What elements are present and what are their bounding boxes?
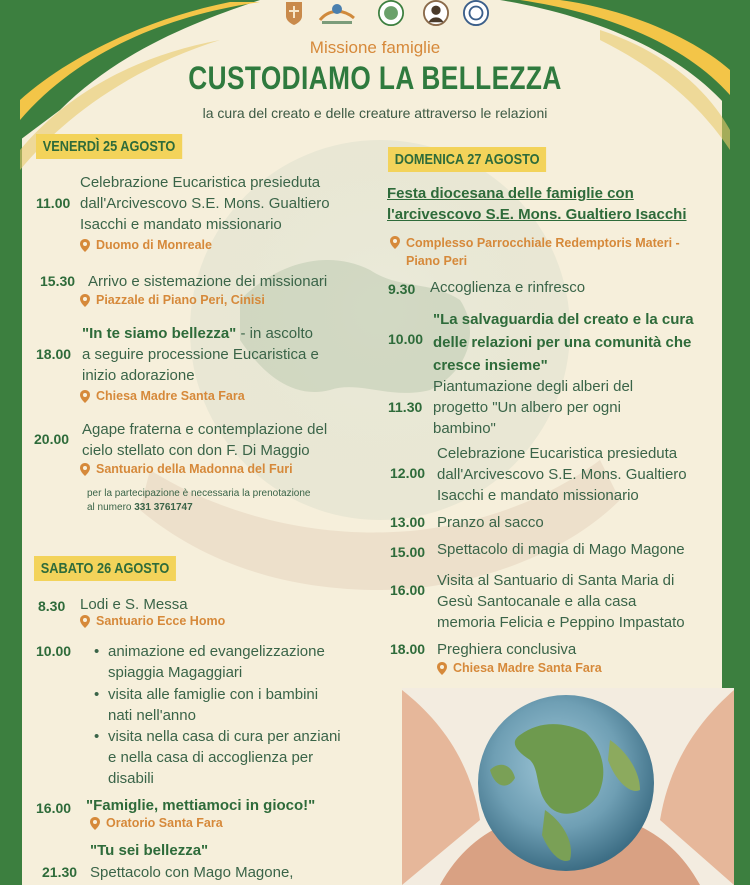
event-text: Preghiera conclusiva bbox=[437, 641, 577, 658]
round-seal-portrait-icon bbox=[422, 0, 450, 26]
location-pin-icon bbox=[80, 239, 90, 252]
event-text: Agape fraterna e contemplazione del cielo stellato con don F. Di Maggio bbox=[82, 421, 328, 459]
event-text: Spettacolo di magia di Mago Magone bbox=[437, 541, 685, 558]
event-time: 10.00 bbox=[388, 331, 424, 347]
header-title: CUSTODIAMO LA BELLEZZA bbox=[188, 60, 562, 96]
location-pin-icon bbox=[90, 817, 100, 830]
event-location: Chiesa Madre Santa Fara bbox=[80, 389, 245, 403]
event-title: "La salvaguardia del creato e la cura delle relazioni per una comunità che cresce insieme" bbox=[433, 311, 694, 374]
event-time: 18.00 bbox=[390, 641, 426, 657]
list-item: • visita nella casa di cura per anziani e nella casa di accoglienza per disabili bbox=[94, 726, 341, 789]
event-text: Celebrazione Eucaristica presieduta dall'Arcivescovo S.E. Mons. Gualtiero Isacchi e mandato missionario bbox=[437, 445, 687, 504]
event-time: 21.30 bbox=[42, 864, 78, 880]
event-time: 11.30 bbox=[388, 399, 423, 415]
event-location: Complesso Parrocchiale Redemptoris Materi - Piano Peri bbox=[390, 234, 680, 270]
event-text: Lodi e S. Messa bbox=[80, 596, 188, 613]
event-location: Oratorio Santa Fara bbox=[90, 816, 223, 830]
round-seal-green-icon bbox=[376, 0, 406, 26]
event-location: Piazzale di Piano Peri, Cinisi bbox=[80, 293, 265, 307]
event-title: "Famiglie, mettiamoci in gioco!" bbox=[86, 797, 316, 814]
event-location: Chiesa Madre Santa Fara bbox=[437, 661, 602, 675]
location-pin-icon bbox=[80, 390, 90, 403]
family-office-logo-icon bbox=[316, 0, 358, 26]
event-text: Celebrazione Eucaristica presieduta dall'Arcivescovo S.E. Mons. Gualtiero Isacchi e mandato missionario bbox=[80, 174, 330, 233]
event-text: Spettacolo con Mago Magone, bbox=[90, 864, 294, 881]
event-time: 9.30 bbox=[388, 281, 416, 297]
sponsor-logos bbox=[280, 0, 500, 32]
location-pin-icon bbox=[437, 662, 447, 675]
event-title: "Tu sei bellezza" bbox=[90, 842, 209, 859]
phone-number[interactable]: 331 3761747 bbox=[134, 502, 193, 513]
day-banner-friday: VENERDÌ 25 AGOSTO bbox=[36, 134, 182, 159]
sunday-headline: Festa diocesana delle famiglie con l'arcivescovo S.E. Mons. Gualtiero Isacchi bbox=[387, 185, 687, 223]
location-pin-icon bbox=[80, 615, 90, 628]
event-text: Arrivo e sistemazione dei missionari bbox=[88, 273, 328, 290]
event-text: "In te siamo bellezza" - in ascolto a seguire processione Eucaristica e inizio adorazione bbox=[82, 325, 319, 384]
event-text: Visita al Santuario di Santa Maria di Gesù Santocanale e alla casa memoria Felicia e Peppino Impastato bbox=[437, 572, 685, 631]
event-location: Santuario Ecce Homo bbox=[80, 614, 225, 628]
location-pin-icon bbox=[80, 294, 90, 307]
round-seal-blue-icon bbox=[462, 0, 490, 26]
event-time: 16.00 bbox=[390, 582, 426, 598]
header-subtitle: Missione famiglie bbox=[309, 38, 441, 57]
header-tagline: la cura del creato e delle creature attraverso le relazioni bbox=[202, 105, 548, 121]
event-time: 8.30 bbox=[38, 598, 66, 614]
event-location: Santuario della Madonna del Furi bbox=[80, 462, 293, 476]
event-time: 11.00 bbox=[36, 195, 71, 211]
event-time: 13.00 bbox=[390, 514, 426, 530]
event-time: 15.30 bbox=[40, 273, 76, 289]
day-banner-saturday: SABATO 26 AGOSTO bbox=[34, 556, 176, 581]
event-time: 10.00 bbox=[36, 643, 72, 659]
event-location: Duomo di Monreale bbox=[80, 238, 212, 252]
event-time: 20.00 bbox=[34, 431, 70, 447]
event-time: 15.00 bbox=[390, 544, 426, 560]
booking-note: per la partecipazione è necessaria la prenotazione al numero 331 3761747 bbox=[87, 488, 311, 513]
event-time: 18.00 bbox=[36, 346, 72, 362]
event-text: Pranzo al sacco bbox=[437, 514, 544, 531]
event-text: Accoglienza e rinfresco bbox=[430, 279, 586, 296]
event-text: Piantumazione degli alberi del progetto "Un albero per ogni bambino" bbox=[433, 378, 634, 437]
list-item: • visita alle famiglie con i bambini nati nell'anno bbox=[94, 684, 318, 726]
location-pin-icon bbox=[80, 463, 90, 476]
list-item: • animazione ed evangelizzazione spiaggia Magaggiari bbox=[94, 641, 325, 683]
event-time: 12.00 bbox=[390, 465, 426, 481]
location-pin-icon bbox=[390, 236, 400, 249]
event-time: 16.00 bbox=[36, 800, 72, 816]
diocese-crest-icon bbox=[284, 0, 304, 26]
day-banner-sunday: DOMENICA 27 AGOSTO bbox=[388, 147, 546, 172]
